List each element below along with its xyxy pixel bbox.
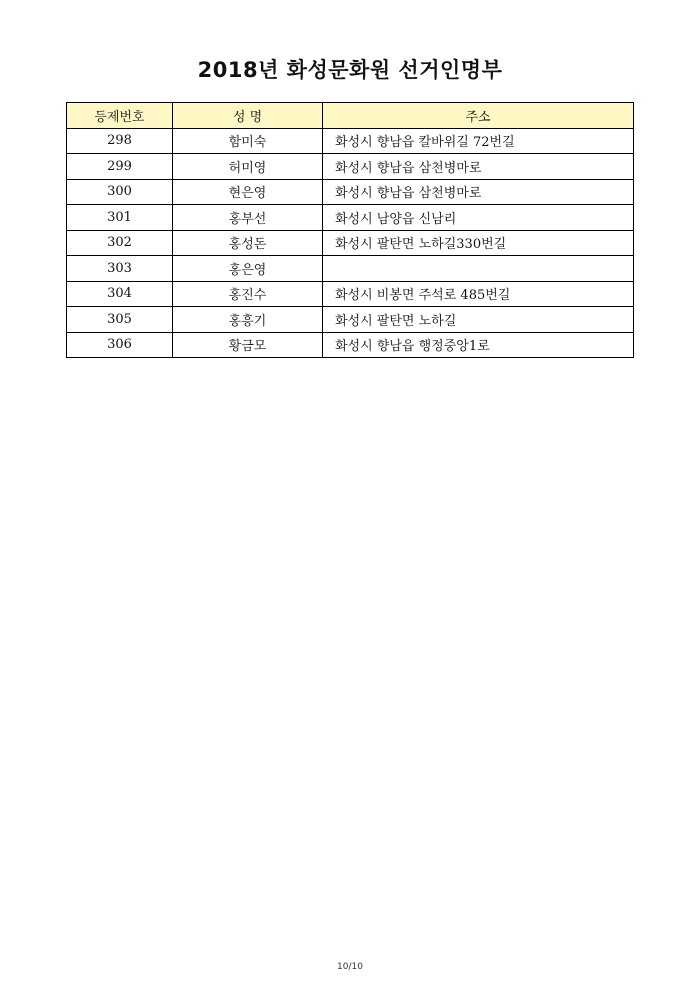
table-row [67,281,634,307]
table-row [67,154,634,180]
table-row [67,256,634,282]
table-row [67,179,634,205]
row-number: 300 [67,179,173,205]
row-address: 화성시 팔탄면 노하길 [323,307,634,333]
row-name: 함미숙 [173,128,323,154]
row-address: 화성시 향남읍 행정중앙1로 [323,332,634,358]
header-name: 성 명 [173,103,323,129]
row-number: 299 [67,154,173,180]
row-number: 301 [67,205,173,231]
row-name: 홍진수 [173,281,323,307]
table-row [67,205,634,231]
row-name: 홍부선 [173,205,323,231]
row-number: 304 [67,281,173,307]
row-address: 화성시 팔탄면 노하길330번길 [323,230,634,256]
row-address: 화성시 향남읍 삼천병마로 [323,154,634,180]
row-name: 허미영 [173,154,323,180]
table-row [67,307,634,333]
table-row [67,332,634,358]
row-name: 홍은영 [173,256,323,282]
row-name: 황금모 [173,332,323,358]
page-number: 10/10 [337,962,363,972]
row-name: 현은영 [173,179,323,205]
table-row [67,128,634,154]
row-name: 홍성돈 [173,230,323,256]
row-number: 298 [67,128,173,154]
row-number: 306 [67,332,173,358]
row-address: 화성시 향남읍 삼천병마로 [323,179,634,205]
voter-roster-table [66,102,634,358]
row-name: 홍흥기 [173,307,323,333]
page-title: 2018년 화성문화원 선거인명부 [197,58,503,82]
row-address: 화성시 남양읍 신남리 [323,205,634,231]
row-address: 화성시 비봉면 주석로 485번길 [323,281,634,307]
row-number: 303 [67,256,173,282]
table-row [67,230,634,256]
header-number: 등제번호 [67,103,173,129]
row-number: 302 [67,230,173,256]
table-header-row [67,103,634,129]
row-number: 305 [67,307,173,333]
row-address [323,256,634,282]
header-address: 주소 [323,103,634,129]
row-address: 화성시 향남읍 칼바위길 72번길 [323,128,634,154]
